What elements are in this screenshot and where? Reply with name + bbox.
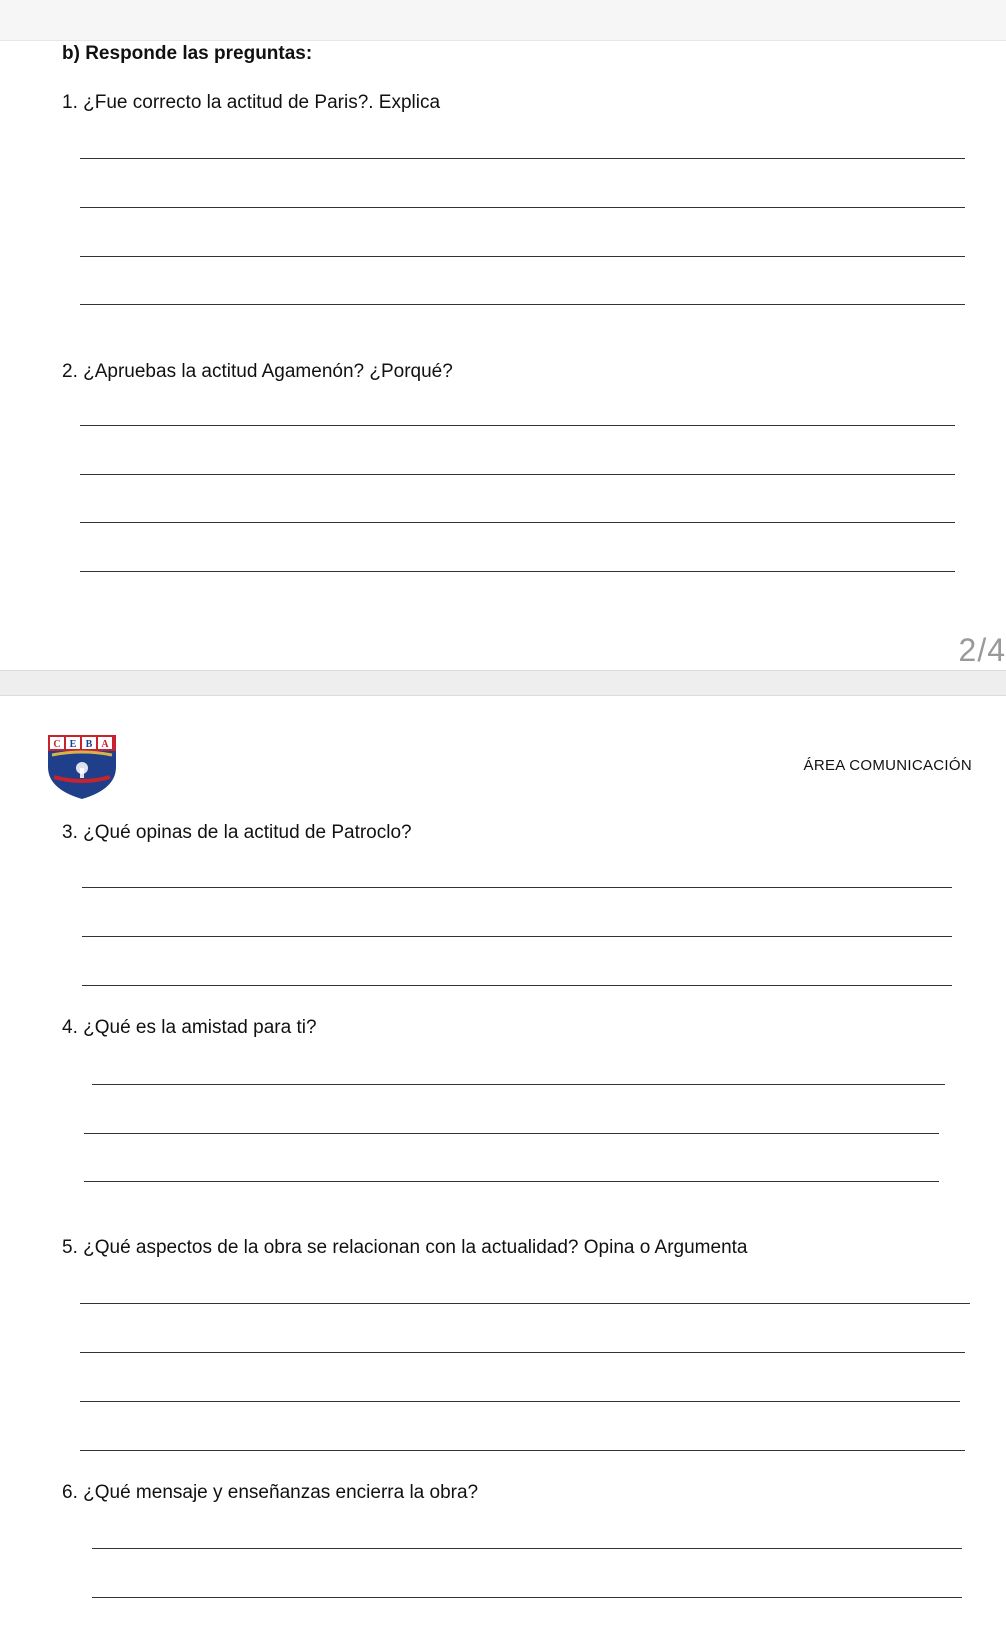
answer-line <box>80 304 965 305</box>
question-2: 2. ¿Apruebas la actitud Agamenón? ¿Porqué? <box>62 361 453 382</box>
answer-line <box>80 571 955 572</box>
answer-line <box>82 887 952 888</box>
question-3: 3. ¿Qué opinas de la actitud de Patroclo? <box>62 822 412 843</box>
answer-line <box>80 256 965 257</box>
answer-line <box>92 1597 962 1598</box>
question-1: 1. ¿Fue correcto la actitud de Paris?. Explica <box>62 92 441 113</box>
answer-line <box>80 474 955 475</box>
answer-line <box>92 1548 962 1549</box>
answer-line <box>82 985 952 986</box>
answer-line <box>80 1352 965 1353</box>
answer-line <box>80 1450 965 1451</box>
question-6: 6. ¿Qué mensaje y enseñanzas encierra la obra? <box>62 1482 479 1503</box>
logo-letter: E <box>69 739 77 750</box>
answer-line <box>80 158 965 159</box>
question-4: 4. ¿Qué es la amistad para ti? <box>62 1017 317 1038</box>
logo-letter: C <box>53 739 61 750</box>
ceba-logo <box>48 735 116 799</box>
answer-line <box>82 936 952 937</box>
answer-line <box>80 522 955 523</box>
page-indicator: 2/4 <box>958 632 1006 668</box>
logo-letter: B <box>85 739 93 750</box>
answer-line <box>80 207 965 208</box>
section-heading: b) Responde las preguntas: <box>62 43 313 64</box>
answer-line <box>80 1401 960 1402</box>
question-5: 5. ¿Qué aspectos de la obra se relacionan con la actualidad? Opina o Argumenta <box>62 1237 748 1258</box>
answer-line <box>80 1303 970 1304</box>
top-strip <box>0 0 1006 41</box>
logo-letter: A <box>101 739 109 750</box>
page-divider <box>0 670 1006 696</box>
answer-line <box>80 425 955 426</box>
answer-line <box>84 1181 939 1182</box>
area-title: ÁREA COMUNICACIÓN <box>803 757 972 774</box>
answer-line <box>92 1084 945 1085</box>
answer-line <box>84 1133 939 1134</box>
